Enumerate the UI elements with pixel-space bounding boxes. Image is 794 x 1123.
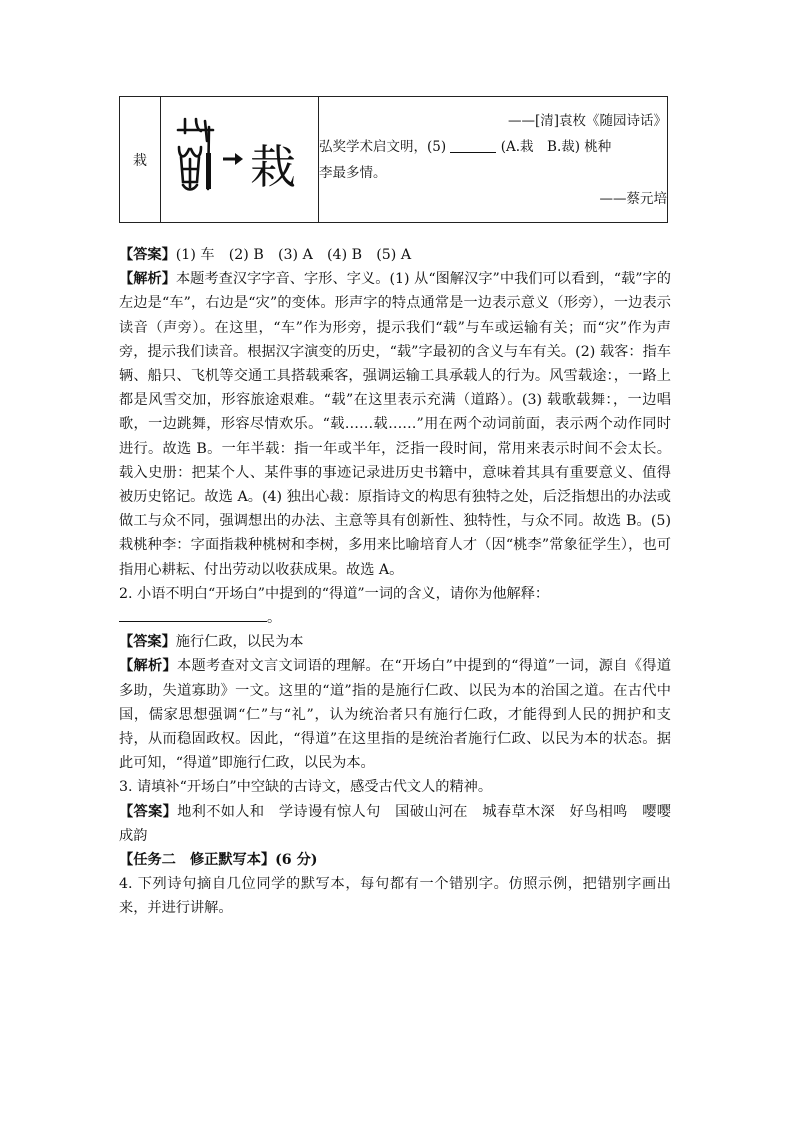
body-text bbox=[119, 243, 671, 921]
analysis-label: 【解析】 bbox=[119, 271, 176, 288]
question-2-blank-line bbox=[119, 606, 671, 630]
analysis-text: 本题考查汉字字音、字形、字义。(1) 从“图解汉字”中我们可以看到，“载”字的左边是“车”，右边是“灾”的变体。形声字的特点通常是一边表示意义（形旁），一边表示读音（声旁）。在这里，“车”作为形旁，提示我们“载”与车或运输有关；而“灾”作为声旁，提示我们读音。根据汉字演变的历史，“载”字最初的含义与车有关。(2) 载客：指车辆、船只、飞机等交通工具搭载乘客，强调运输工具承载人的行为。风雪载途：，一路上都是风雪交加，形容旅途艰难。“载”在这里表示充满（道路）。(3) 载歌载舞：，一边唱歌，一边跳舞，形容尽情欢乐。“载……载……”用在两个动词前面，表示两个动作同时进行。故选 B。一年半载：指一年或半年，泛指一段时间，常用来表示时间不会太长。载入史册：把某个人、某件事的事迹记录进历史书籍中，意味着其具有重要意义、值得被历史铭记。故选 A。(4) 独出心裁：原指诗文的构思有独特之处，后泛指想出的办法或做工与众不同，强调想出的办法、主意等具有创新性、独特性，与众不同。故选 B。(5) 栽桃种李：字面指栽种桃树和李树，多用来比喻培育人才（因“桃李”常象征学生），也可指用心耕耘、付出劳动以收获成果。故选 A。 bbox=[119, 271, 671, 578]
seal-script-icon bbox=[161, 97, 318, 218]
question-3: 3. 请填补“开场白”中空缺的古诗文，感受古代文人的精神。 bbox=[119, 779, 493, 796]
answer-label: 【答案】 bbox=[119, 247, 176, 263]
question-2: 2. 小语不明白“开场白”中提到的“得道”一词的含义，请你为他解释： bbox=[119, 585, 550, 602]
answer-3 bbox=[119, 800, 671, 848]
quote-line-1 bbox=[319, 134, 667, 160]
answer-2 bbox=[119, 630, 671, 654]
answer-label: 【答案】 bbox=[119, 634, 176, 651]
arrow-right-icon bbox=[223, 153, 243, 165]
answer-text: (1) 车 (2) B (3) A (4) B (5) A bbox=[175, 247, 412, 263]
analysis-label: 【解析】 bbox=[119, 658, 178, 675]
answer-text: 地利不如人和 学诗谩有惊人句 国破山河在 城春草木深 好鸟相鸣 嘤嘤成韵 bbox=[119, 803, 671, 844]
quote-line-2: 李最多情。 bbox=[319, 164, 387, 181]
analysis-text: 本题考查对文言文词语的理解。在“开场白”中提到的“得道”一词，源自《得道多助，失道寡助》一文。这里的“道”指的是施行仁政、以民为本的治国之道。在古代中国，儒家思想强调“仁”与“礼”，认为统治者只有施行仁政，才能得到人民的拥护和支持，从而稳固政权。因此，“得道”在这里指的是统治者施行仁政、以民为本的状态。据此可知，“得道”即施行仁政，以民为本。 bbox=[119, 658, 671, 772]
answer-blank[interactable] bbox=[119, 606, 267, 622]
seal-evolution-image bbox=[161, 97, 319, 223]
quote-source-1: ——[清]袁枚《随园诗话》 bbox=[507, 112, 667, 129]
modern-character: 栽 bbox=[250, 140, 296, 194]
quote-cell bbox=[319, 97, 668, 223]
analysis-1 bbox=[119, 267, 671, 582]
quote-line-1-after: (A.栽 B.裁) 桃种 bbox=[500, 138, 612, 155]
question-4: 4. 下列诗句摘自几位同学的默写本，每句都有一个错别字。仿照示例，把错别字画出来，并进行讲解。 bbox=[119, 876, 671, 917]
answer-label: 【答案】 bbox=[119, 803, 178, 820]
analysis-2 bbox=[119, 654, 671, 775]
fill-blank-5[interactable] bbox=[450, 138, 496, 153]
answer-text: 施行仁政，以民为本 bbox=[175, 634, 304, 651]
quote-source-2: ——蔡元培 bbox=[599, 190, 667, 207]
quote-line-1-before: 弘奖学术启文明，(5) bbox=[319, 138, 447, 155]
table-character: 栽 bbox=[120, 97, 161, 223]
answer-1 bbox=[119, 243, 671, 267]
question-2-end: 。 bbox=[267, 610, 282, 627]
hanzi-table bbox=[119, 96, 668, 223]
task-2-heading: 【任务二 修正默写本】(6 分) bbox=[119, 852, 318, 869]
